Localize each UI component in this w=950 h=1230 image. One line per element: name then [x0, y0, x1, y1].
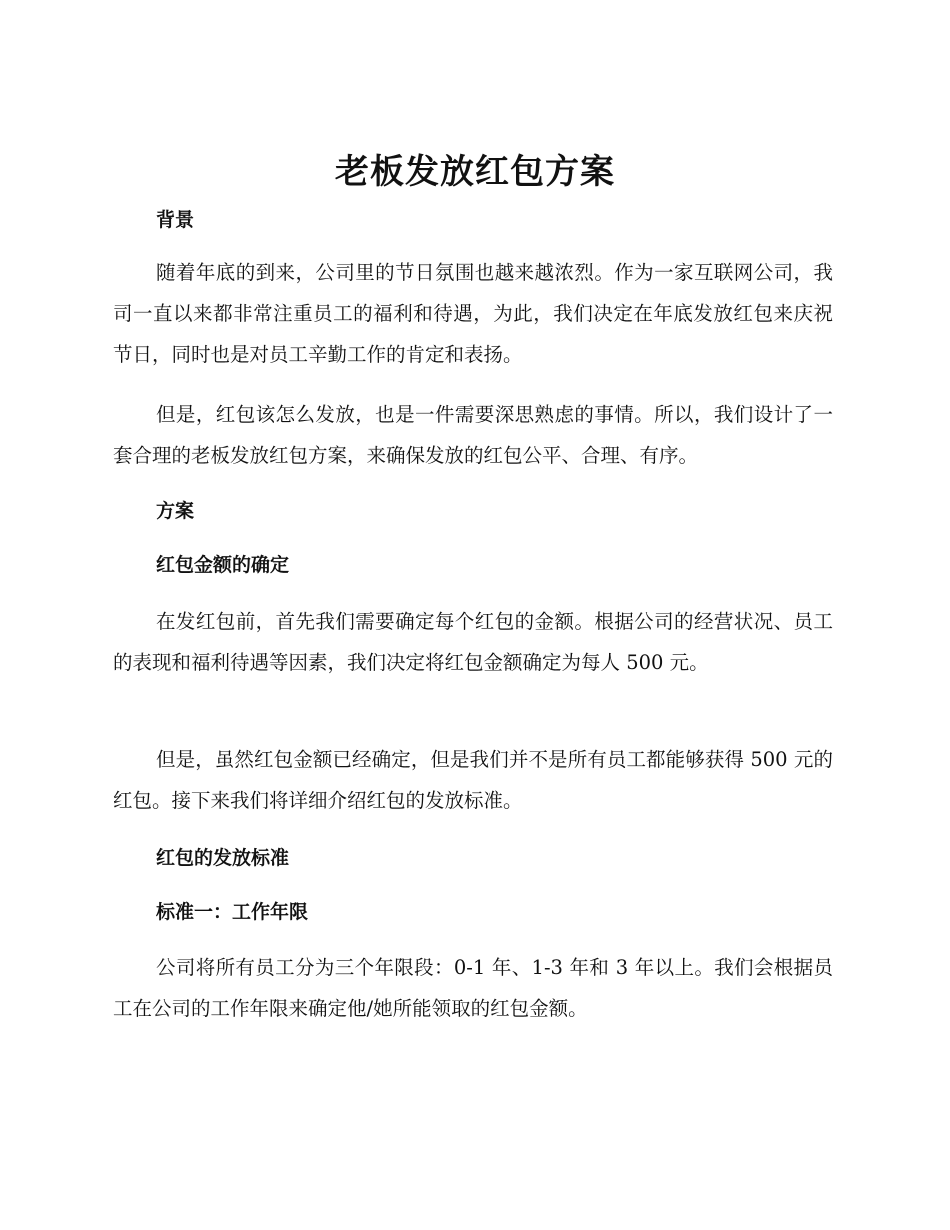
paragraph-amount-2: 但是，虽然红包金额已经确定，但是我们并不是所有员工都能够获得 500 元的红包。接下来我们将详细介绍红包的发放标准。 [113, 748, 833, 812]
section-heading-background: 背景 [156, 209, 195, 231]
section-heading-criterion-1: 标准一：工作年限 [156, 901, 309, 923]
section-heading-amount: 红包金额的确定 [156, 554, 290, 576]
document-title: 老板发放红包方案 [335, 152, 615, 192]
section-heading-plan: 方案 [156, 500, 195, 522]
section-heading-criteria: 红包的发放标准 [156, 847, 290, 869]
paragraph-amount-1: 在发红包前，首先我们需要确定每个红包的金额。根据公司的经营状况、员工的表现和福利待遇等因素，我们决定将红包金额确定为每人 500 元。 [113, 610, 833, 674]
paragraph-criterion-1: 公司将所有员工分为三个年限段：0-1 年、1-3 年和 3 年以上。我们会根据员工在公司的工作年限来确定他/她所能领取的红包金额。 [113, 956, 833, 1020]
paragraph-background-2: 但是，红包该怎么发放，也是一件需要深思熟虑的事情。所以，我们设计了一套合理的老板发放红包方案，来确保发放的红包公平、合理、有序。 [113, 403, 833, 467]
paragraph-background-1: 随着年底的到来，公司里的节日氛围也越来越浓烈。作为一家互联网公司，我司一直以来都非常注重员工的福利和待遇，为此，我们决定在年底发放红包来庆祝节日，同时也是对员工辛勤工作的肯定和表扬。 [113, 261, 833, 366]
